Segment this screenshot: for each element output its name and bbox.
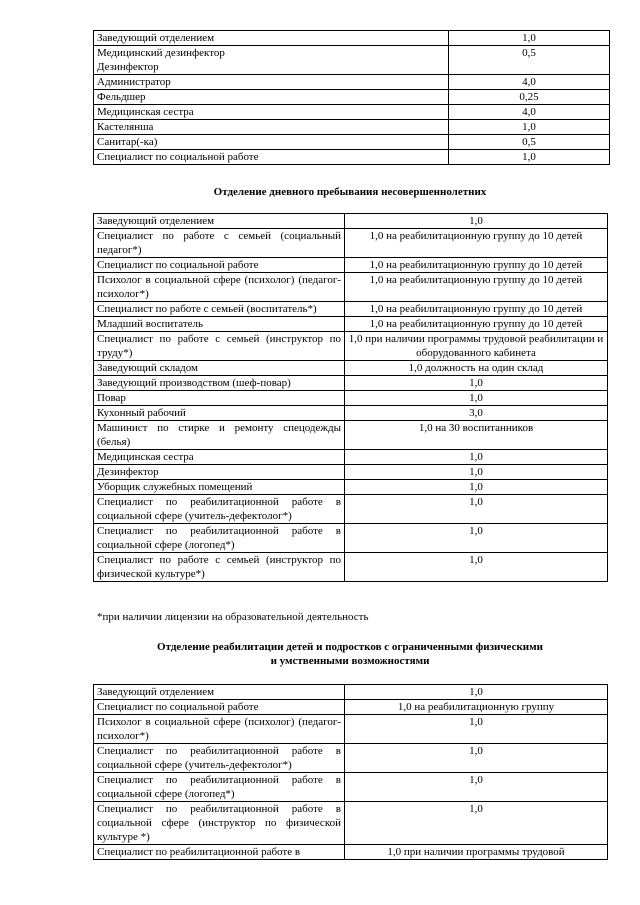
value-cell: 4,0 bbox=[449, 105, 610, 120]
table-row bbox=[94, 480, 608, 495]
position-cell: Специалист по реабилитационной работе в социальной сфере (учитель-дефектолог*) bbox=[94, 495, 345, 524]
value-cell: 1,0 bbox=[345, 715, 608, 744]
value-cell: 4,0 bbox=[449, 75, 610, 90]
value-cell: 1,0 bbox=[449, 150, 610, 165]
staffing-table-day-stay bbox=[93, 213, 608, 582]
table-row bbox=[94, 685, 608, 700]
value-cell: 1,0 bbox=[345, 773, 608, 802]
table-row bbox=[94, 450, 608, 465]
table-row bbox=[94, 90, 610, 105]
table-row bbox=[94, 31, 610, 46]
table-row bbox=[94, 273, 608, 302]
table-row bbox=[94, 376, 608, 391]
table-row bbox=[94, 135, 610, 150]
table-row bbox=[94, 773, 608, 802]
value-cell: 1,0 bbox=[345, 214, 608, 229]
table-row bbox=[94, 258, 608, 273]
value-cell: 0,5 bbox=[449, 46, 610, 75]
section-heading-line: и умственными возможностями bbox=[270, 655, 430, 667]
value-cell: 1,0 на реабилитационную группу bbox=[345, 700, 608, 715]
table-row bbox=[94, 553, 608, 582]
table-row bbox=[94, 302, 608, 317]
section-heading-line: Отделение реабилитации детей и подростков с ограниченными физическими bbox=[157, 641, 543, 653]
position-cell: Специалист по социальной работе bbox=[94, 150, 449, 165]
position-cell: Заведующий отделением bbox=[94, 31, 449, 46]
position-cell: Медицинская сестра bbox=[94, 450, 345, 465]
table-row bbox=[94, 214, 608, 229]
position-cell: Специалист по социальной работе bbox=[94, 258, 345, 273]
position-cell: Младший воспитатель bbox=[94, 317, 345, 332]
value-cell: 0,5 bbox=[449, 135, 610, 150]
value-cell: 1,0 bbox=[345, 391, 608, 406]
value-cell: 1,0 bbox=[449, 31, 610, 46]
table-row bbox=[94, 120, 610, 135]
value-cell: 1,0 bbox=[345, 553, 608, 582]
position-cell: Кастелянша bbox=[94, 120, 449, 135]
table-row bbox=[94, 495, 608, 524]
position-cell: Повар bbox=[94, 391, 345, 406]
table-row bbox=[94, 229, 608, 258]
table-row bbox=[94, 700, 608, 715]
staffing-table-1 bbox=[93, 30, 610, 165]
value-cell: 0,25 bbox=[449, 90, 610, 105]
position-cell: Специалист по работе с семьей (инструктор по физической культуре*) bbox=[94, 553, 345, 582]
value-cell: 1,0 bbox=[345, 524, 608, 553]
position-cell: Специалист по реабилитационной работе в социальной сфере (инструктор по физической культуре *) bbox=[94, 802, 345, 845]
value-cell: 3,0 bbox=[345, 406, 608, 421]
footnote: *при наличии лицензии на образовательной деятельность bbox=[97, 611, 369, 623]
table-row bbox=[94, 391, 608, 406]
position-cell: Санитар(-ка) bbox=[94, 135, 449, 150]
table-row bbox=[94, 421, 608, 450]
position-cell: Администратор bbox=[94, 75, 449, 90]
position-cell: Заведующий отделением bbox=[94, 214, 345, 229]
position-cell: Специалист по реабилитационной работе в социальной сфере (учитель-дефектолог*) bbox=[94, 744, 345, 773]
value-cell: 1,0 на реабилитационную группу до 10 детей bbox=[345, 229, 608, 258]
table-row bbox=[94, 75, 610, 90]
value-cell: 1,0 bbox=[345, 685, 608, 700]
section-heading-day-stay: Отделение дневного пребывания несовершеннолетних bbox=[213, 186, 487, 198]
table-row bbox=[94, 524, 608, 553]
table-row bbox=[94, 361, 608, 376]
value-cell: 1,0 bbox=[449, 120, 610, 135]
value-cell: 1,0 на реабилитационную группу до 10 детей bbox=[345, 302, 608, 317]
position-cell: Специалист по реабилитационной работе в социальной сфере (логопед*) bbox=[94, 773, 345, 802]
position-cell: Психолог в социальной сфере (психолог) (педагог-психолог*) bbox=[94, 715, 345, 744]
position-cell: Уборщик служебных помещений bbox=[94, 480, 345, 495]
position-cell: Специалист по работе с семьей (социальный педагог*) bbox=[94, 229, 345, 258]
value-cell: 1,0 должность на один склад bbox=[345, 361, 608, 376]
table-row bbox=[94, 317, 608, 332]
position-cell: Заведующий складом bbox=[94, 361, 345, 376]
table-row bbox=[94, 802, 608, 845]
value-cell: 1,0 на реабилитационную группу до 10 детей bbox=[345, 258, 608, 273]
section-heading-rehabilitation bbox=[60, 640, 640, 668]
table-row bbox=[94, 406, 608, 421]
value-cell: 1,0 bbox=[345, 802, 608, 845]
table-row bbox=[94, 150, 610, 165]
value-cell: 1,0 bbox=[345, 465, 608, 480]
table-row bbox=[94, 465, 608, 480]
position-cell: Дезинфектор bbox=[94, 465, 345, 480]
position-cell: Специалист по реабилитационной работе в bbox=[94, 845, 345, 860]
value-cell: 1,0 bbox=[345, 495, 608, 524]
value-cell: 1,0 bbox=[345, 480, 608, 495]
table-row bbox=[94, 332, 608, 361]
table-row bbox=[94, 715, 608, 744]
table-row bbox=[94, 46, 610, 75]
position-cell: Кухонный рабочий bbox=[94, 406, 345, 421]
position-cell: Заведующий производством (шеф-повар) bbox=[94, 376, 345, 391]
table-row bbox=[94, 105, 610, 120]
value-cell: 1,0 при наличии программы трудовой реабилитации и оборудованного кабинета bbox=[345, 332, 608, 361]
value-cell: 1,0 bbox=[345, 744, 608, 773]
value-cell: 1,0 bbox=[345, 450, 608, 465]
value-cell: 1,0 на реабилитационную группу до 10 детей bbox=[345, 273, 608, 302]
position-cell: Фельдшер bbox=[94, 90, 449, 105]
position-cell: Психолог в социальной сфере (психолог) (педагог-психолог*) bbox=[94, 273, 345, 302]
table-row bbox=[94, 744, 608, 773]
position-cell: Заведующий отделением bbox=[94, 685, 345, 700]
position-cell: Специалист по работе с семьей (инструктор по труду*) bbox=[94, 332, 345, 361]
value-cell: 1,0 на реабилитационную группу до 10 детей bbox=[345, 317, 608, 332]
value-cell: 1,0 при наличии программы трудовой bbox=[345, 845, 608, 860]
position-cell: Специалист по работе с семьей (воспитатель*) bbox=[94, 302, 345, 317]
value-cell: 1,0 bbox=[345, 376, 608, 391]
position-cell: Специалист по социальной работе bbox=[94, 700, 345, 715]
staffing-table-rehabilitation bbox=[93, 684, 608, 860]
position-cell: Специалист по реабилитационной работе в социальной сфере (логопед*) bbox=[94, 524, 345, 553]
position-cell: Медицинская сестра bbox=[94, 105, 449, 120]
position-cell: Медицинский дезинфектор Дезинфектор bbox=[94, 46, 449, 75]
table-row bbox=[94, 845, 608, 860]
value-cell: 1,0 на 30 воспитанников bbox=[345, 421, 608, 450]
position-cell: Машинист по стирке и ремонту спецодежды (белья) bbox=[94, 421, 345, 450]
